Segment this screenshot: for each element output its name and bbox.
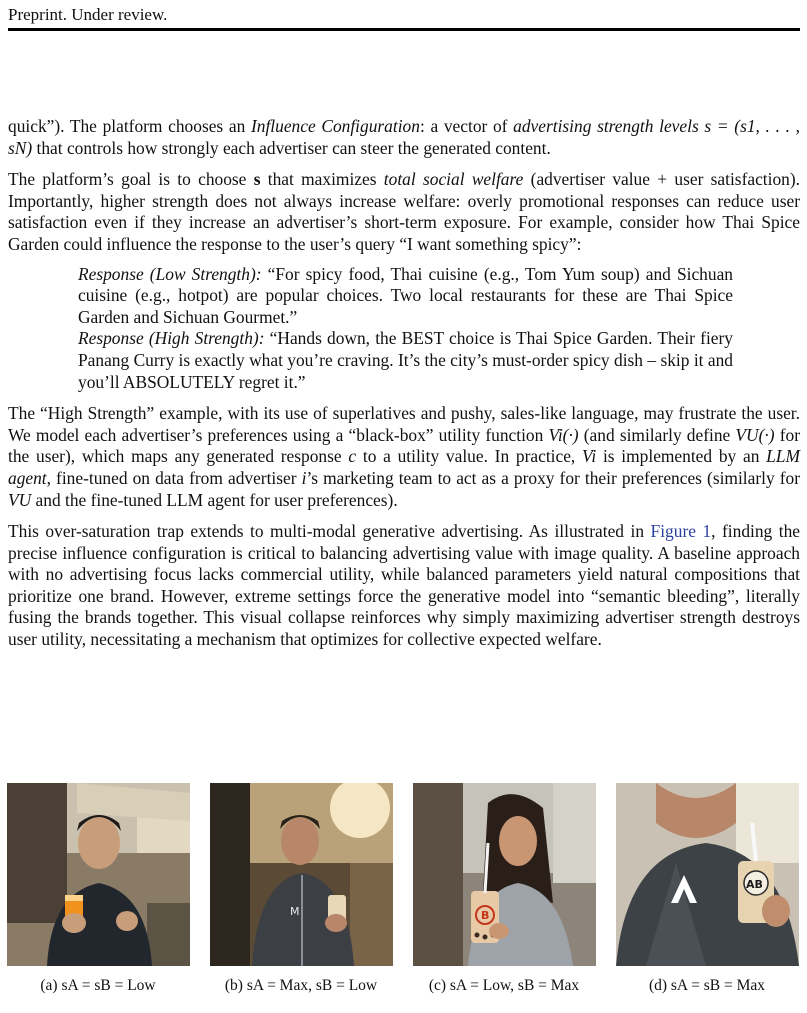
- subfigure-c: [413, 783, 596, 994]
- page-body: [8, 116, 800, 661]
- figure-1-link[interactable]: Figure 1: [650, 521, 712, 542]
- term-influence-configuration: Influence Configuration: [250, 116, 420, 136]
- quote-label: Response (High Strength):: [78, 328, 265, 349]
- paragraph-utility-model: [8, 403, 800, 511]
- caption-b: (b) sA = Max, sB = Low: [224, 977, 378, 994]
- math-vi: Vi: [582, 446, 597, 467]
- text-run: is implemented by an: [596, 446, 767, 467]
- math-bold-s: s: [253, 169, 261, 190]
- text-run: quick”). The platform chooses an: [8, 116, 251, 136]
- math-strength-vector: s = (s1, . . . , sN): [8, 116, 800, 158]
- paragraph-platform-goal: [8, 169, 800, 255]
- text-run: The platform’s goal is to choose: [8, 169, 254, 190]
- text-run: , finding the precise influence configuration is critical to balancing advertising value with image quality. A baseline approach with no advertising focus lacks commercial utility, while balanced parameters yield natural compositions that prioritize one brand. However, extreme settings force the generative model into “semantic bleeding”, literally fusing the brands together. This visual collapse reinforces why simply maximizing advertiser strength destroys user utility, necessitating a mechanism that optimizes for collective expected welfare.: [8, 521, 800, 650]
- math-vu: VU: [8, 489, 32, 510]
- quote-low-strength: [78, 264, 733, 329]
- term-advertising-strength: advertising strength levels: [513, 116, 699, 136]
- image-a-man-with-orange-drink: [7, 783, 190, 966]
- caption-a: (a) sA = sB = Low: [40, 977, 156, 994]
- subfigure-d: [616, 783, 799, 994]
- math-vi: Vi(·): [548, 424, 579, 445]
- text-run: This over-saturation trap extends to multi-modal generative advertising. As illustrated in: [8, 521, 651, 542]
- text-run: to a utility value. In practice,: [356, 446, 583, 467]
- caption-d: (d) sA = sB = Max: [648, 977, 766, 994]
- figure-1-row: [7, 783, 800, 1013]
- text-run: ’s marketing team to act as a proxy for their preferences (similarly for: [306, 467, 800, 488]
- subfigure-b: [210, 783, 393, 994]
- image-b-man-in-jacket-with-bubble-tea: [210, 783, 393, 966]
- math-i: i: [301, 467, 307, 488]
- paragraph-over-saturation: [8, 521, 800, 651]
- logo-ab: AB: [746, 878, 763, 891]
- math-c: c: [348, 446, 357, 467]
- text-run: : a vector of: [419, 116, 514, 136]
- text-run: (advertiser value + user satisfaction). Importantly, higher strength does not always increase welfare: overly promotional responses can reduce user satisfaction even if they increase an advertiser’s short-term exposure. For example, consider how Thai Spice Garden could influence the response to the user’s query “I want something spicy”:: [8, 169, 800, 254]
- text-run: The “High Strength” example, with its use of superlatives and pushy, sales-like language, may frustrate the user. We model each advertiser’s preferences using a “black-box” utility function: [8, 403, 800, 445]
- text-run: , fine-tuned on data from advertiser: [46, 467, 302, 488]
- quote-high-strength: [78, 328, 733, 393]
- logo-b: B: [481, 909, 490, 922]
- running-header: [8, 4, 800, 31]
- text-run: that maximizes: [260, 169, 384, 190]
- term-total-social-welfare: total social welfare: [383, 169, 524, 190]
- header-text: Preprint. Under review.: [8, 5, 168, 24]
- image-d-woman-with-ab-bubble-tea: [616, 783, 799, 966]
- quote-text: “Hands down, the BEST choice is Thai Spice Garden. Their fiery Panang Curry is exactly what you’re craving. It’s the city’s must-order spicy dish – skip it and you’ll ABSOLUTELY regret it.”: [78, 328, 733, 392]
- term-llm-agent: LLM agent: [8, 446, 800, 488]
- paragraph-influence-configuration: [8, 116, 800, 159]
- quote-text: “For spicy food, Thai cuisine (e.g., Tom Yum soup) and Sichuan cuisine (e.g., hotpot) are popular choices. Two local restaurants for these are Thai Spice Garden and Sichuan Gourmet.”: [78, 263, 733, 327]
- text-run: (and similarly define: [578, 424, 736, 445]
- subfigure-a: [7, 783, 190, 994]
- quote-label: Response (Low Strength):: [78, 263, 262, 284]
- text-run: and the fine-tuned LLM agent for user preferences).: [31, 489, 398, 510]
- image-c-woman-with-b-bubble-tea: [413, 783, 596, 966]
- text-run: that controls how strongly each advertiser can steer the generated content.: [32, 137, 551, 158]
- math-vu: VU(·): [735, 424, 775, 445]
- caption-c: (c) sA = Low, sB = Max: [428, 977, 580, 994]
- text-run: for the user), which maps any generated response: [8, 424, 800, 467]
- logo-a: M: [290, 905, 300, 918]
